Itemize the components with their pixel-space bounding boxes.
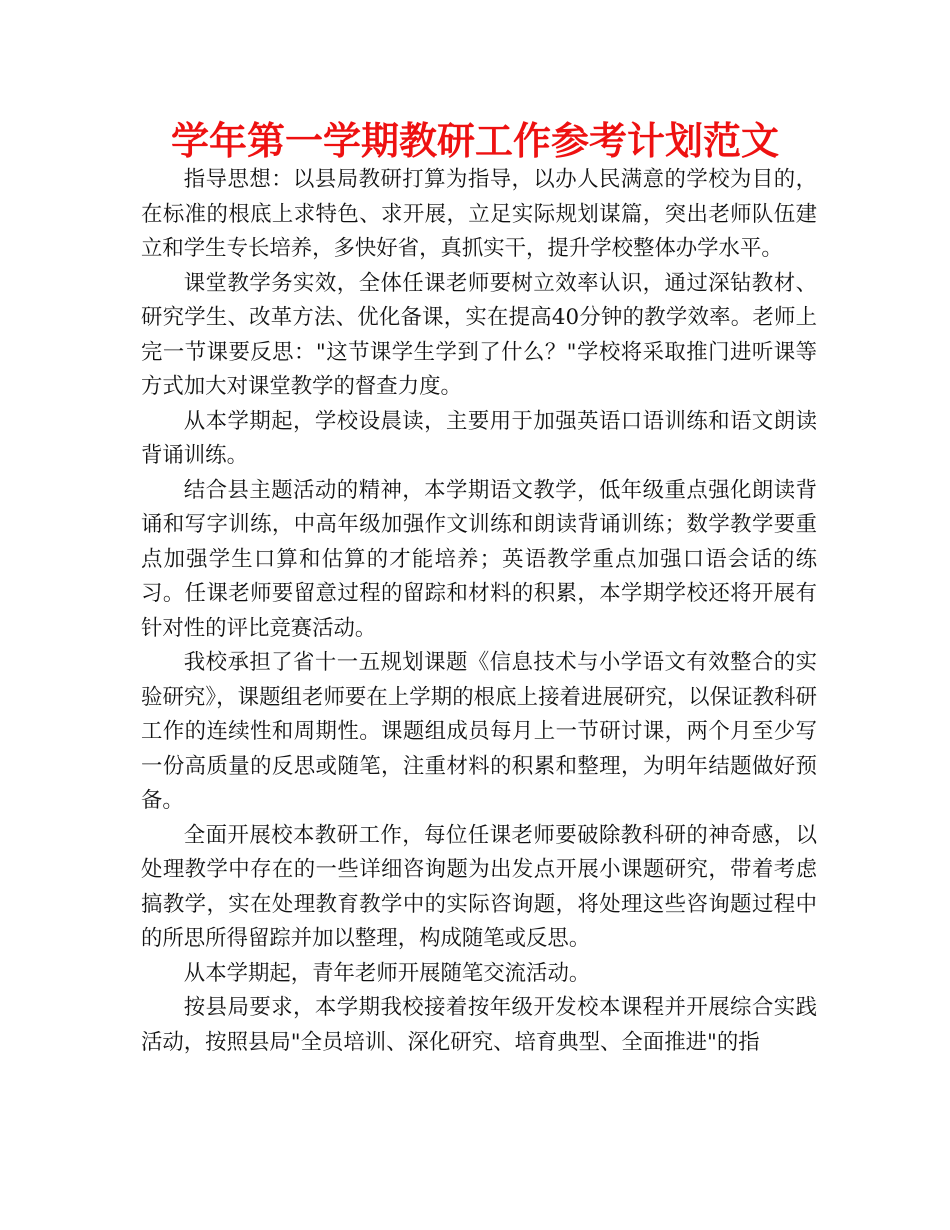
paragraph-young-teachers: 从本学期起，青年老师开展随笔交流活动。: [183, 960, 591, 986]
paragraph-guiding-thought: 指导思想：以县局教研打算为指导，以办人民满意的学校为目的，在标准的根底上求特色、求开展，立足实际规划谋篇，突出老师队伍建立和学生专长培养，多快好省，真抓实干，提升学校整体办学水平。: [141, 167, 817, 261]
paragraph-school-research: 全面开展校本教研工作，每位任课老师要破除教科研的神奇感，以处理教学中存在的一些详细咨询题为出发点开展小课题研究，带着考虑搞教学，实在处理教育教学中的实际咨询题，将处理这些咨询题过程中的所思所得留踪并加以整理，构成随笔或反思。: [141, 822, 817, 951]
paragraph-subject-teaching: 结合县主题活动的精神，本学期语文教学，低年级重点强化朗读背诵和写字训练，中高年级加强作文训练和朗读背诵训练；数学教学要重点加强学生口算和估算的才能培养；英语教学重点加强口语会话的练习。任课老师要留意过程的留踪和材料的积累，本学期学校还将开展有针对性的评比竞赛活动。: [141, 477, 817, 641]
paragraph-school-curriculum: 按县局要求，本学期我校接着按年级开发校本课程并开展综合实践活动，按照县局"全员培训、深化研究、培育典型、全面推进"的指: [141, 995, 817, 1055]
paragraph-classroom-efficiency: 课堂教学务实效，全体任课老师要树立效率认识，通过深钻教材、研究学生、改革方法、优化备课，实在提高40分钟的教学效率。老师上完一节课要反思："这节课学生学到了什么？"学校将采取推门进听课等方式加大对课堂教学的督查力度。: [141, 270, 817, 399]
document-title: 学年第一学期教研工作参考计划范文: [170, 119, 779, 163]
document-body: [141, 163, 817, 1060]
paragraph-research-project: 我校承担了省十一五规划课题《信息技术与小学语文有效整合的实验研究》，课题组老师要在上学期的根底上接着进展研究，以保证教科研工作的连续性和周期性。课题组成员每月上一节研讨课，两个月至少写一份高质量的反思或随笔，注重材料的积累和整理，为明年结题做好预备。: [141, 650, 817, 813]
paragraph-morning-reading: 从本学期起，学校设晨读，主要用于加强英语口语训练和语文朗读背诵训练。: [141, 408, 817, 468]
